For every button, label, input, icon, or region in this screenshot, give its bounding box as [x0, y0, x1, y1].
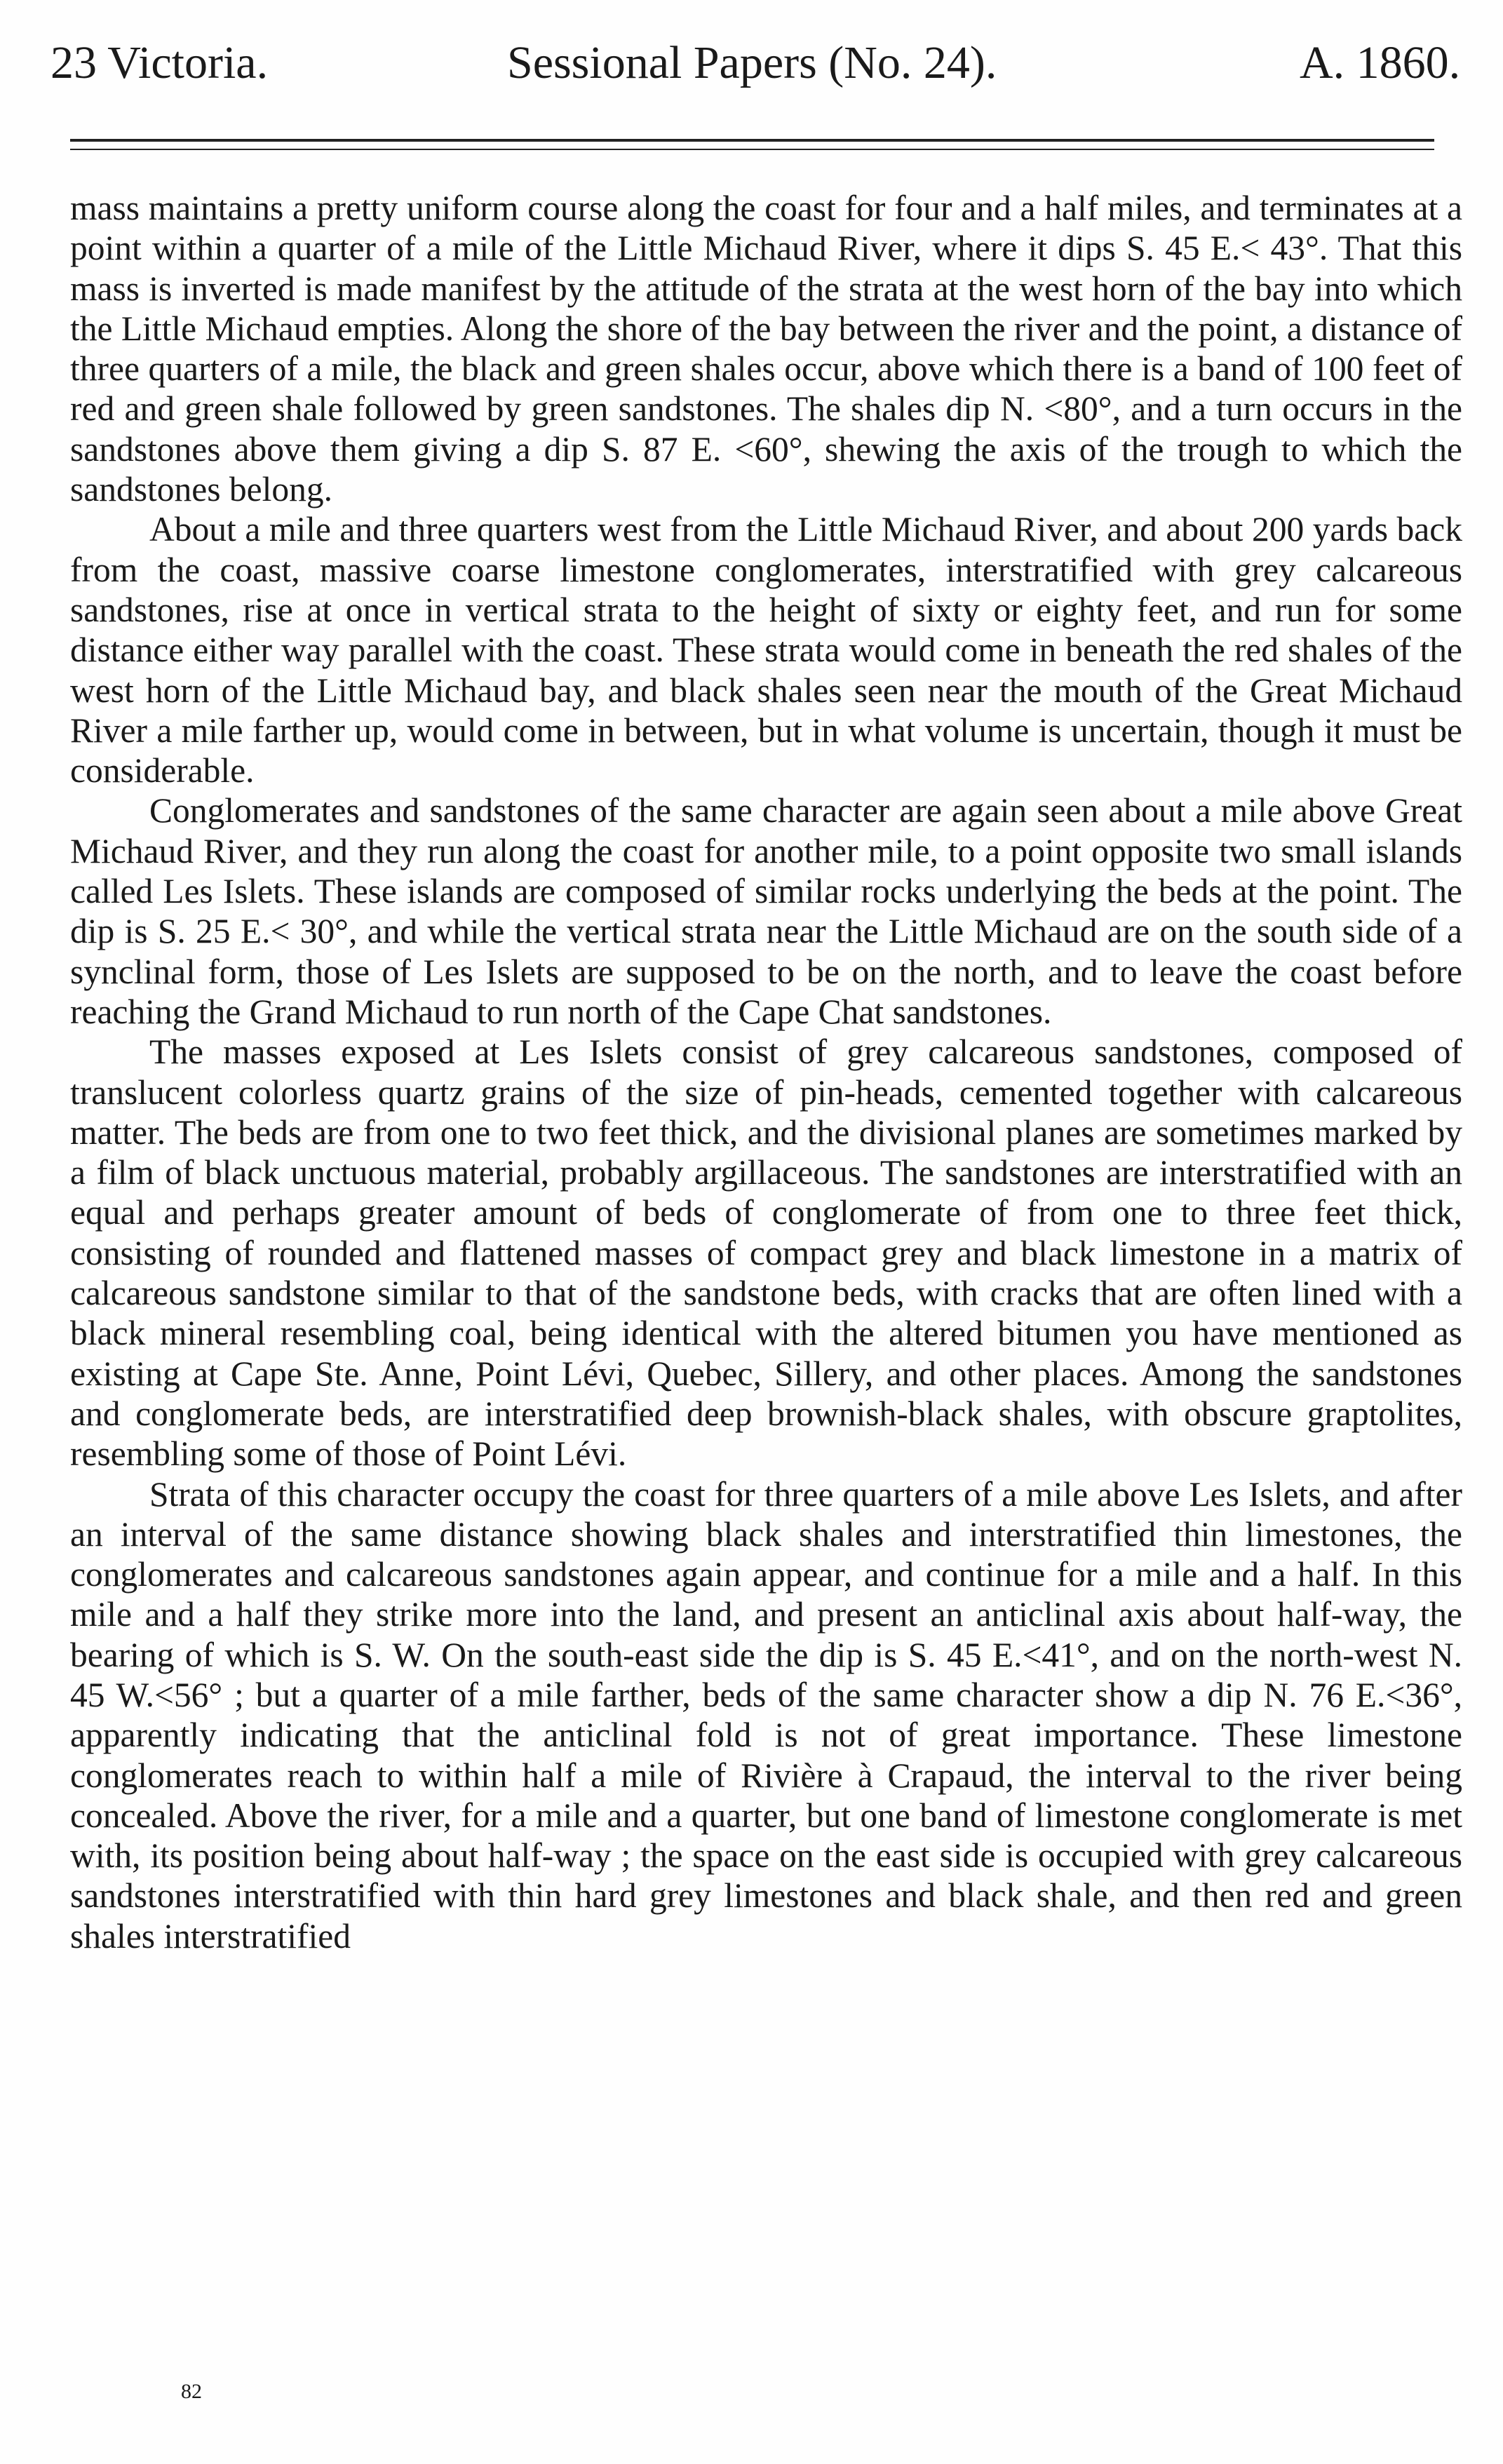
page-number: 82 — [181, 2380, 202, 2403]
paragraph: About a mile and three quarters west from the Little Michaud River, and about 200 yards back from the coast, massive coarse limestone conglomerates, interstratified with grey calcareous sandstones, rise at once in vertical strata to the height of sixty or eighty feet, and run for some distance either way parallel with the coast. These strata would come in beneath the red shales of the west horn of the Little Michaud bay, and black shales seen near the mouth of the Great Michaud River a mile farther up, would come in between, but in what volume is uncertain, though it must be considerable. — [70, 510, 1462, 790]
body-text — [70, 188, 1462, 1956]
header-year: A. 1860. — [1300, 37, 1461, 88]
header-title: Sessional Papers (No. 24). — [507, 37, 997, 88]
paragraph: Strata of this character occupy the coast for three quarters of a mile above Les Islets, and after an interval of the same distance showing black shales and interstratified thin limestones, the conglomerates and calcareous sandstones again appear, and continue for a mile and a half. In this mile and a half they strike more into the land, and present an anticlinal axis about half-way, the bearing of which is S. W. On the south-east side the dip is S. 45 E.<41°, and on the north-west N. 45 W.<56° ; but a quarter of a mile farther, beds of the same character show a dip N. 76 E.<36°, apparently indicating that the anticlinal fold is not of great importance. These limestone conglomerates reach to within half a mile of Rivière à Crapaud, the interval to the river being concealed. Above the river, for a mile and a quarter, but one band of limestone conglomerate is met with, its position being about half-way ; the space on the east side is occupied with grey calcareous sandstones interstratified with thin hard grey limestones and black shale, and then red and green shales interstratified — [70, 1474, 1462, 1955]
header-session: 23 Victoria. — [50, 37, 269, 88]
paragraph: The masses exposed at Les Islets consist of grey calcareous sandstones, composed of translucent colorless quartz grains of the size of pin-heads, cemented together with calcareous matter. The beds are from one to two feet thick, and the divisional planes are sometimes marked by a film of black unctuous material, probably argillaceous. The sandstones are interstratified with an equal and perhaps greater amount of beds of conglomerate of from one to three feet thick, consisting of rounded and flattened masses of compact grey and black limestone in a matrix of calcareous sandstone similar to that of the sandstone beds, with cracks that are often lined with a black mineral resembling coal, being identical with the altered bitumen you have mentioned as existing at Cape Ste. Anne, Point Lévi, Quebec, Sillery, and other places. Among the sandstones and conglomerate beds, are interstratified deep brownish-black shales, with obscure graptolites, resembling some of those of Point Lévi. — [70, 1032, 1462, 1474]
header-rule-thin — [70, 149, 1434, 150]
paragraph-continued: mass maintains a pretty uniform course along the coast for four and a half miles, and terminates at a point within a quarter of a mile of the Little Michaud River, where it dips S. 45 E.< 43°. That this mass is inverted is made manifest by the attitude of the strata at the west horn of the bay into which the Little Michaud empties. Along the shore of the bay between the river and the point, a distance of three quarters of a mile, the black and green shales occur, above which there is a band of 100 feet of red and green shale followed by green sandstones. The shales dip N. <80°, and a turn occurs in the sandstones above them giving a dip S. 87 E. <60°, shewing the axis of the trough to which the sandstones belong. — [70, 189, 1462, 509]
running-header — [41, 21, 1478, 105]
paragraph: Conglomerates and sandstones of the same character are again seen about a mile above Great Michaud River, and they run along the coast for another mile, to a point opposite two small islands called Les Islets. These islands are composed of similar rocks underlying the beds at the point. The dip is S. 25 E.< 30°, and while the vertical strata near the Little Michaud are on the south side of a synclinal form, those of Les Islets are supposed to be on the north, and to leave the coast before reaching the Grand Michaud to run north of the Cape Chat sandstones. — [70, 791, 1462, 1031]
header-rule-thick — [70, 139, 1434, 142]
